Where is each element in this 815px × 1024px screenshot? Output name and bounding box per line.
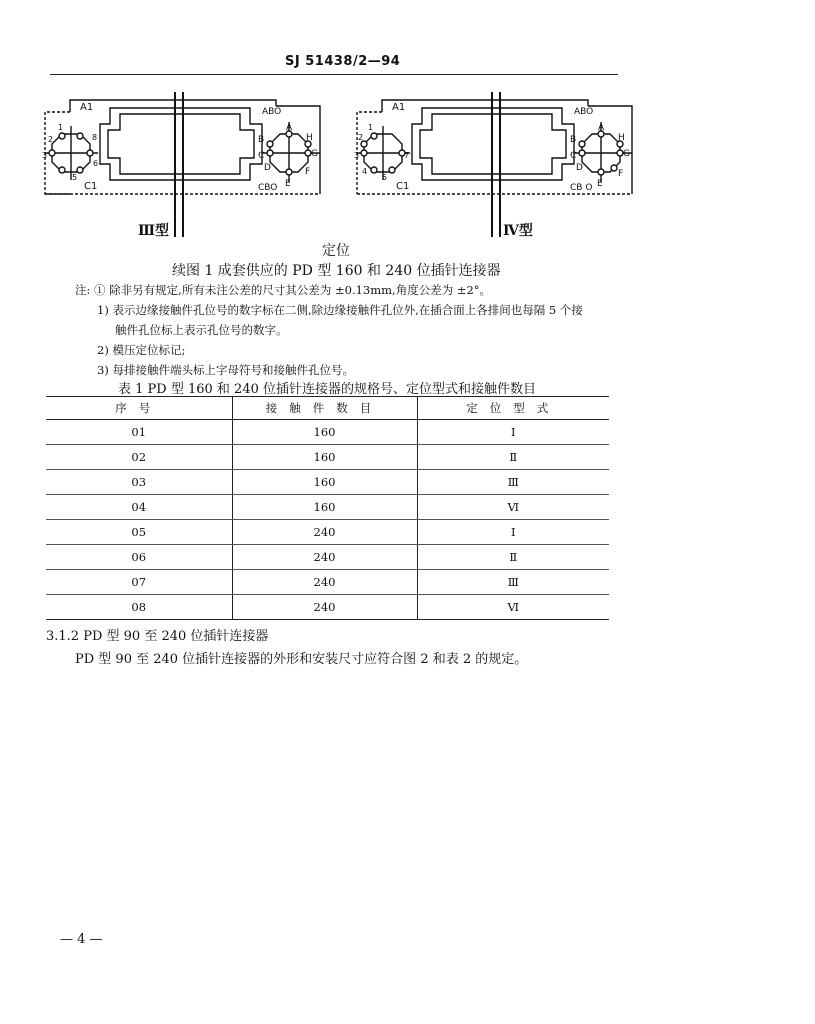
table-title: 表 1 PD 型 160 和 240 位插针连接器的规格号、定位型式和接触件数目 [118, 382, 536, 397]
svg-text:A: A [598, 123, 605, 133]
notes-block [75, 280, 620, 380]
cell-contact-count: 240 [232, 545, 417, 570]
svg-text:C: C [258, 151, 265, 161]
svg-text:2: 2 [48, 135, 54, 144]
cell-contact-count: 240 [232, 570, 417, 595]
svg-text:1: 1 [368, 123, 374, 132]
cell-serial: 02 [46, 445, 232, 470]
svg-text:1: 1 [58, 123, 64, 132]
svg-text:D: D [264, 163, 271, 173]
header-rule [50, 74, 618, 75]
cell-contact-count: 160 [232, 470, 417, 495]
cell-contact-count: 160 [232, 495, 417, 520]
cell-positioning-type: Ⅱ [417, 545, 609, 570]
table-row [46, 495, 609, 520]
table-header-row [46, 397, 609, 420]
table-row [46, 570, 609, 595]
cell-serial: 01 [46, 420, 232, 445]
cell-serial: 08 [46, 595, 232, 620]
svg-text:C: C [570, 151, 577, 161]
label-cbo: CBO [258, 183, 278, 193]
cell-positioning-type: Ⅰ [417, 420, 609, 445]
frame-top [70, 100, 276, 106]
svg-text:F: F [305, 167, 311, 177]
cell-contact-count: 240 [232, 520, 417, 545]
section-heading: 3.1.2 PD 型 90 至 240 位插针连接器 [46, 629, 269, 644]
spec-table [46, 396, 609, 620]
cell-serial: 07 [46, 570, 232, 595]
type-iv-connector-figure [352, 92, 642, 237]
table-row [46, 545, 609, 570]
table-row [46, 520, 609, 545]
cell-positioning-type: Ⅵ [417, 495, 609, 520]
svg-text:4: 4 [362, 167, 368, 176]
header-positioning-type: 定位型式 [417, 397, 609, 420]
svg-text:A1: A1 [392, 102, 406, 113]
positioning-label: 定位 [322, 243, 350, 259]
section-body: PD 型 90 至 240 位插针连接器的外形和安装尺寸应符合图 2 和表 2 的规定。 [75, 652, 528, 667]
svg-text:G: G [623, 149, 630, 159]
contact-hole-4 [87, 150, 93, 156]
svg-text:A: A [286, 123, 293, 133]
figure-caption: 续图 1 成套供应的 PD 型 160 和 240 位插针连接器 [172, 263, 501, 279]
cell-contact-count: 160 [232, 445, 417, 470]
note-line-1: 注: ① 除非另有规定,所有未注公差的尺寸其公差为 ±0.13mm,角度公差为 ±2°。 [75, 283, 492, 297]
svg-text:2: 2 [358, 133, 364, 142]
label-a1: A1 [80, 102, 94, 113]
note-line-5: 3) 每排接触件端头标上字母符号和接触件孔位号。 [97, 363, 354, 377]
svg-text:B: B [570, 135, 577, 145]
svg-text:H: H [618, 133, 625, 143]
type-iii-label: Ⅲ型 [138, 223, 170, 239]
contact-hole-5 [59, 167, 65, 173]
svg-text:6: 6 [93, 159, 99, 168]
svg-text:D: D [576, 163, 583, 173]
cell-contact-count: 240 [232, 595, 417, 620]
note-line-3: 触件孔位标上表示孔位号的数字。 [115, 323, 288, 337]
contact-hole-3 [49, 150, 55, 156]
cell-positioning-type: Ⅲ [417, 570, 609, 595]
connector-body [100, 108, 265, 180]
cell-positioning-type: Ⅲ [417, 470, 609, 495]
contact-hole-6 [77, 167, 83, 173]
note-line-2: 1) 表示边缘接触件孔位号的数字标在二侧,除边缘接触件孔位外,在插合面上各排间也每隔 5 个接 [97, 303, 583, 317]
cell-serial: 04 [46, 495, 232, 520]
header-serial: 序号 [46, 397, 232, 420]
svg-text:C1: C1 [396, 181, 410, 192]
type-iv-label: Ⅳ型 [503, 223, 533, 239]
cell-serial: 06 [46, 545, 232, 570]
cell-serial: 05 [46, 520, 232, 545]
contact-hole-2 [77, 133, 83, 139]
svg-text:E: E [597, 179, 603, 189]
cell-positioning-type: Ⅰ [417, 520, 609, 545]
contact-hole-E [286, 169, 292, 175]
label-abo: ABO [262, 107, 282, 117]
type-iii-connector-figure [40, 92, 330, 237]
cell-positioning-type: Ⅵ [417, 595, 609, 620]
svg-text:5: 5 [382, 173, 388, 182]
header-contact-count: 接触件数目 [232, 397, 417, 420]
document-code: SJ 51438/2—94 [285, 54, 401, 69]
table-row [46, 470, 609, 495]
contact-hole-C [267, 150, 273, 156]
svg-text:ABO: ABO [574, 107, 594, 117]
svg-text:H: H [306, 133, 313, 143]
label-c1: C1 [84, 181, 98, 192]
svg-text:5: 5 [72, 173, 78, 182]
svg-text:B: B [258, 135, 265, 145]
svg-text:7: 7 [404, 151, 410, 160]
table-row [46, 445, 609, 470]
svg-text:F: F [618, 169, 624, 179]
cell-serial: 03 [46, 470, 232, 495]
table-row [46, 595, 609, 620]
svg-text:CB O: CB O [570, 183, 593, 193]
connector-inner-body [108, 114, 254, 174]
page-number: — 4 — [60, 932, 103, 947]
svg-text:G: G [311, 149, 318, 159]
svg-text:E: E [285, 179, 291, 189]
cell-contact-count: 160 [232, 420, 417, 445]
svg-text:3: 3 [354, 151, 360, 160]
contact-hole-B [267, 141, 273, 147]
cell-positioning-type: Ⅱ [417, 445, 609, 470]
table-row [46, 420, 609, 445]
svg-text:8: 8 [92, 133, 98, 142]
svg-text:3: 3 [42, 151, 48, 160]
contact-hole-1 [59, 133, 65, 139]
note-line-4: 2) 模压定位标记; [97, 343, 186, 357]
